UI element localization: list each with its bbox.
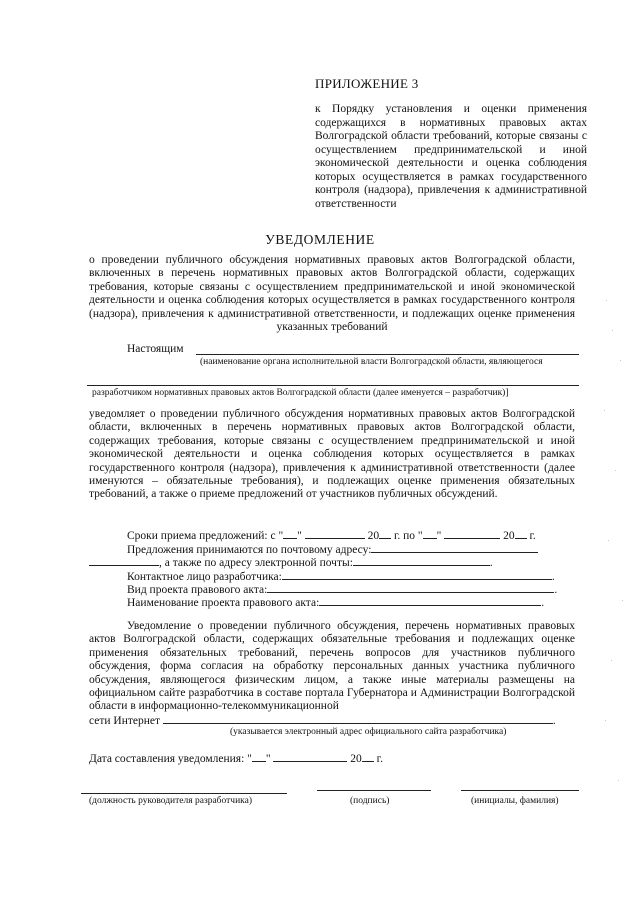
date-row: Дата составления уведомления: " " 20 г. (89, 753, 383, 765)
developer-name-line-2[interactable] (87, 385, 579, 386)
position-line[interactable] (81, 793, 287, 794)
deadline-month-to[interactable] (444, 528, 500, 539)
website-field[interactable] (163, 713, 553, 724)
notice-body-paragraph: уведомляет о проведении публичного обсуждения нормативных правовых актов Волгоградской области, включенных в перечень нормативных правовых актов Волгоградской области, содержащих требования, которые связаны с осуществлением предпринимательской и иной экономической деятельности и оценка соблюдения которых осуществляется в рамках государственного контроля (надзора), привлечения к административной ответственности (далее именуются – обязательные требования), и подлежащих оценке применения обязательных требований, а также о приеме предложений от участников публичных обсуждений. (89, 408, 575, 501)
email-label: , а также по адресу электронной почты: (159, 557, 353, 569)
name-caption: (инициалы, фамилия) (471, 796, 559, 806)
postal-address-field[interactable] (371, 542, 538, 553)
publication-paragraph: Уведомление о проведении публичного обсуждения, перечень нормативных правовых актов Волгоградской области, содержащих обязательные требования и подлежащих оценке применения обязательных требований, перечень вопросов для участников публичного обсуждения, форма согласия на обработку персональных данных участника публичного обсуждения, являющегося физическим лицом, а также иные материалы размещены на официальном сайте разработчика в составе портала Губернатора и Администрации Волгоградской области в информационно-телекоммуникационной (89, 620, 575, 713)
date-label: Дата составления уведомления: " (89, 753, 252, 765)
email-field[interactable] (353, 555, 490, 566)
appendix-title: ПРИЛОЖЕНИЕ 3 (315, 76, 419, 91)
deadline-day-to[interactable] (423, 528, 437, 539)
developer-caption-1: (наименование органа исполнительной власти Волгоградской области, являющегося (200, 357, 543, 367)
signature-line[interactable] (317, 790, 431, 791)
act-name-label: Наименование проекта правового акта: (127, 597, 320, 609)
developer-name-line[interactable] (196, 354, 579, 355)
deadline-prefix: Сроки приема предложений: с " (127, 530, 284, 542)
deadline-row: Сроки приема предложений: с " " 20 г. по " " 20 г. (127, 530, 536, 542)
email-row: , а также по адресу электронной почты: . (89, 555, 493, 570)
appendix-reference: к Порядку установления и оценки применения содержащихся в нормативных правовых актах Волгоградской области требований, которые связаны с осуществлением предпринимательской и иной экономической деятельности и оценка соблюдения которых осуществляется в рамках государственного контроля (надзора), привлечения к административной ответственности (315, 103, 587, 210)
contact-field[interactable] (282, 569, 552, 580)
date-month-field[interactable] (273, 751, 347, 762)
contact-label: Контактное лицо разработчика: (127, 571, 282, 583)
intro-lead: Настоящим (127, 343, 184, 355)
website-row: сети Интернет . (89, 715, 556, 727)
act-type-field[interactable] (267, 582, 554, 593)
contact-row: Контактное лицо разработчика: . (127, 571, 555, 583)
signature-caption: (подпись) (350, 796, 390, 806)
developer-caption-2: разработчиком нормативных правовых актов Волгоградской области (далее именуется – разработчик)] (92, 388, 509, 398)
act-type-label: Вид проекта правового акта: (127, 584, 268, 596)
notice-title: УВЕДОМЛЕНИЕ (265, 232, 375, 247)
name-line[interactable] (461, 790, 579, 791)
date-year-field[interactable] (362, 751, 374, 762)
position-caption: (должность руководителя разработчика) (89, 796, 253, 806)
website-caption: (указывается электронный адрес официального сайта разработчика) (230, 727, 507, 737)
deadline-day-from[interactable] (283, 528, 297, 539)
notice-subject: о проведении публичного обсуждения нормативных правовых актов Волгоградской области, включенных в перечень нормативных правовых актов Волгоградской области, содержащих требования, которые связаны с осуществлением предпринимательской и иной экономической деятельности и оценка соблюдения которых осуществляется в рамках государственного контроля (надзора), привлечения к административной ответственности, и подлежащих оценке применения указанных требований (89, 254, 575, 334)
postal-label: Предложения принимаются по почтовому адресу: (127, 544, 372, 556)
date-day-field[interactable] (252, 751, 266, 762)
deadline-month-from[interactable] (305, 528, 365, 539)
internet-label: сети Интернет (89, 715, 161, 727)
postal-address-field-2[interactable] (89, 555, 159, 566)
deadline-year-to[interactable] (515, 528, 527, 539)
deadline-year-from[interactable] (379, 528, 391, 539)
act-type-row: Вид проекта правового акта: . (127, 584, 558, 596)
act-name-row: Наименование проекта правового акта: . (127, 597, 545, 609)
act-name-field[interactable] (319, 595, 541, 606)
